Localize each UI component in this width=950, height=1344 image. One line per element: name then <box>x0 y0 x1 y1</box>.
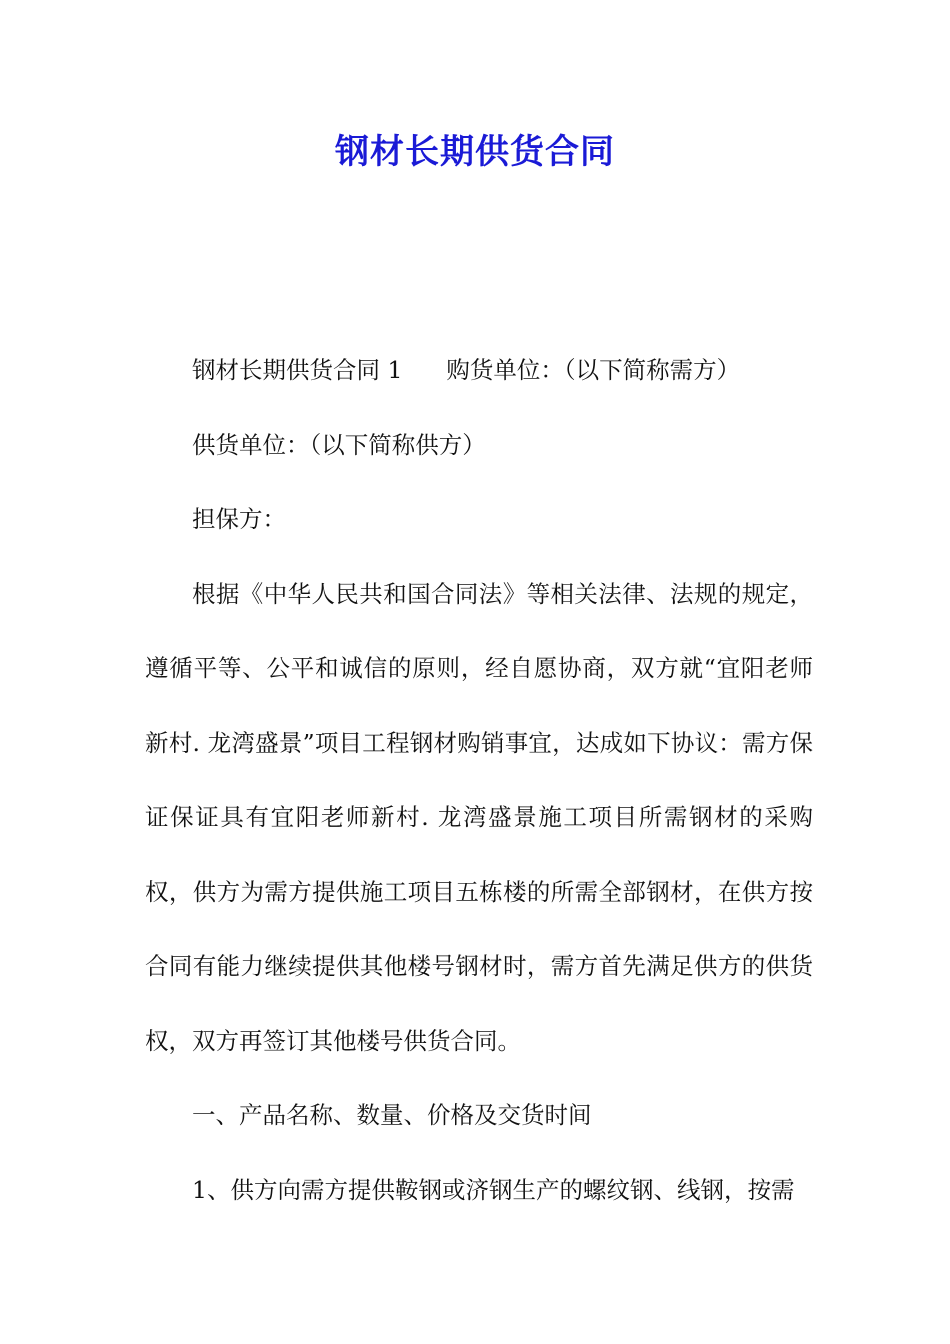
section-heading: 一、产品名称、数量、价格及交货时间 <box>192 1101 592 1129</box>
document-title: 钢材长期供货合同 <box>335 132 615 172</box>
document-body <box>145 333 813 1227</box>
contract-number: 钢材长期供货合同 1 <box>192 356 403 384</box>
guarantor-line: 担保方： <box>192 505 286 533</box>
clause-paragraph: 1、供方向需方提供鞍钢或济钢生产的螺纹钢、线钢，按需 <box>192 1175 795 1204</box>
preamble-paragraph: 根据《中华人民共和国合同法》等相关法律、法规的规定，遵循平等、公平和诚信的原则，经自愿协商，双方就“宜阳老师新村. 龙湾盛景”项目工程钢材购销事宜，达成如下协议：需方保证保证具有宜阳老师新村. 龙湾盛景施工项目所需钢材的采购权，供方为需方提供施工项目五栋楼的所需全部钢材，在供方按合同有能力继续提供其他楼号钢材时，需方首先满足供方的供货权，双方再签订其他楼号供货合同。 <box>145 579 813 1055</box>
buyer-line: 购货单位：（以下简称需方） <box>446 356 741 384</box>
supplier-line: 供货单位：（以下简称供方） <box>192 430 486 459</box>
contract-header-line <box>145 333 813 408</box>
